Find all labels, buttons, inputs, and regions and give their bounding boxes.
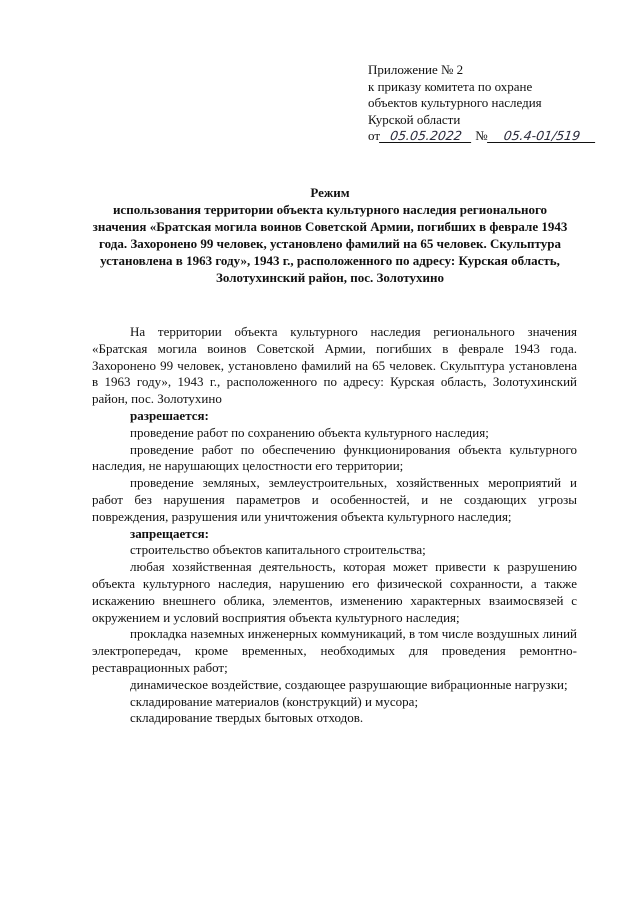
allowed-item: проведение работ по обеспечению функционирования объекта культурного наследия, не нарушающих целостности его территории; <box>92 441 577 474</box>
forbidden-item: динамическое воздействие, создающее разрушающие вибрационные нагрузки; <box>130 676 568 692</box>
order-line <box>368 128 618 145</box>
order-prefix: от <box>368 128 381 143</box>
intro-paragraph: На территории объекта культурного наследия регионального значения «Братская могила воинов Советской Армии, погибших в феврале 1943 года. Захоронено 99 человек, установлено фамилий на 65 человек. Скульптура установлена в 1963 году», 1943 г., расположенного по адресу: Курская область, Золотухинский район, пос. Золотухино <box>92 324 577 407</box>
forbidden-item: складирование твердых бытовых отходов. <box>130 710 364 726</box>
appendix-line-1: Приложение № 2 <box>368 62 464 77</box>
appendix-line-3: объектов культурного наследия <box>368 95 542 110</box>
document-body <box>92 324 577 727</box>
order-date-handwritten: 05.05.2022 <box>379 129 473 143</box>
forbidden-label: запрещается: <box>130 525 209 541</box>
forbidden-item: любая хозяйственная деятельность, которая может привести к разрушению объекта культурного наследия, нарушению его физической сохранности, а также искажению внешнего облика, элементов, изменению характерных взаимосвязей с окружением и условий восприятия объекта культурного наследия; <box>92 559 577 625</box>
forbidden-item: складирование материалов (конструкций) и мусора; <box>130 693 419 709</box>
allowed-label: разрешается: <box>130 407 209 423</box>
forbidden-item: строительство объектов капитального строительства; <box>130 542 426 558</box>
appendix-line-2: к приказу комитета по охране <box>368 78 533 94</box>
appendix-block <box>368 62 618 145</box>
allowed-item: проведение земляных, землеустроительных, хозяйственных мероприятий и работ без нарушения параметров и особенностей, и не создающих угрозы повреждения, разрушения или уничтожения объекта культурного наследия; <box>92 475 577 524</box>
document-title <box>90 184 570 286</box>
title-text: использования территории объекта культурного наследия регионального значения «Братская могила воинов Советской Армии, погибших в феврале 1943 года. Захоронено 99 человек, установлено фамилий на 65 человек. Скульптура установлена в 1963 году», 1943 г., расположенного по адресу: Курская область, Золотухинский район, пос. Золотухино <box>92 202 568 285</box>
order-number-handwritten: 05.4-01/519 <box>487 129 597 143</box>
order-number-sign: № <box>475 128 488 143</box>
forbidden-item: прокладка наземных инженерных коммуникаций, в том числе воздушных линий электропередач, кроме временных, необходимых для проведения ремонтно-реставрационных работ; <box>92 626 577 675</box>
allowed-item: проведение работ по сохранению объекта культурного наследия; <box>130 424 489 440</box>
appendix-line-4: Курской области <box>368 111 461 127</box>
title-heading: Режим <box>310 185 350 200</box>
